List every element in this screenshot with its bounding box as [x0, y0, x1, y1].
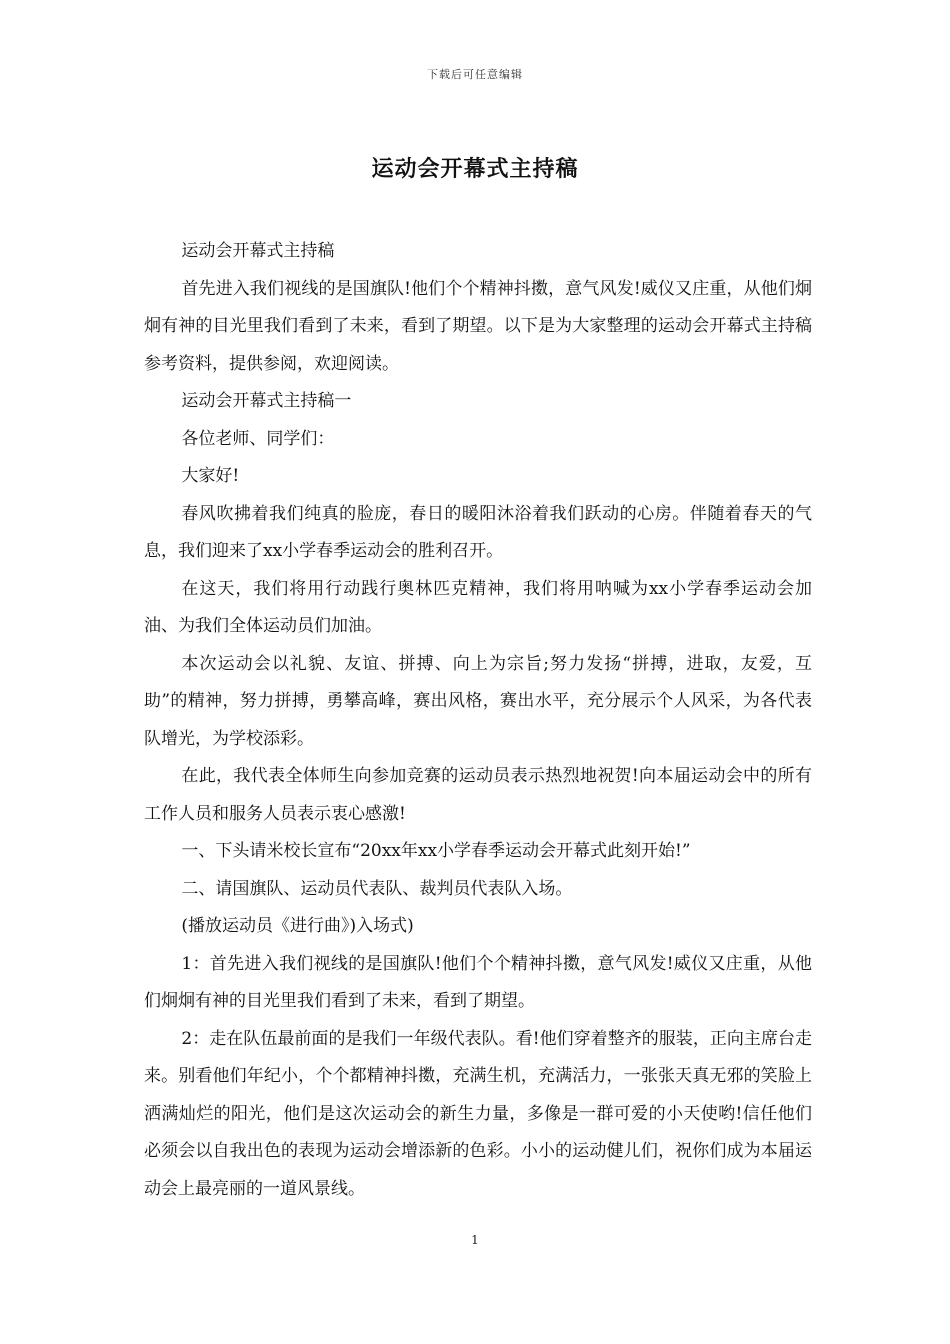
paragraph: 各位老师、同学们：: [181, 428, 335, 449]
paragraph: 二、请国旗队、运动员代表队、裁判员代表队入场。: [181, 878, 573, 899]
header-note: 下载后可任意编辑: [427, 68, 523, 81]
paragraph: 在这天，我们将用行动践行奥林匹克精神，我们将用呐喊为xx小学春季运动会加油、为我们全体运动员们加油。: [144, 578, 812, 636]
paragraph: (播放运动员《进行曲》)入场式): [181, 916, 414, 936]
paragraph: 本次运动会以礼貌、友谊、拼搏、向上为宗旨;努力发扬“拼搏，进取，友爱，互助”的精神，努力拼搏，勇攀高峰，赛出风格，赛出水平，充分展示个人风采，为各代表队增光，为学校添彩。: [144, 653, 812, 749]
paragraph: 1：首先进入我们视线的是国旗队!他们个个精神抖擞，意气风发!威仪又庄重，从他们炯炯有神的目光里我们看到了未来，看到了期望。: [144, 953, 812, 1011]
paragraph: 2：走在队伍最前面的是我们一年级代表队。看!他们穿着整齐的服装，正向主席台走来。别看他们年纪小，个个都精神抖擞，充满生机，充满活力，一张张天真无邪的笑脸上洒满灿烂的阳光，他们是这次运动会的新生力量，多像是一群可爱的小天使哟!信任他们必须会以自我出色的表现为运动会增添新的色彩。小小的运动健儿们，祝你们成为本届运动会上最亮丽的一道风景线。: [144, 1028, 812, 1199]
paragraph: 春风吹拂着我们纯真的脸庞，春日的暖阳沐浴着我们跃动的心房。伴随着春天的气息，我们迎来了xx小学春季运动会的胜利召开。: [144, 503, 812, 561]
document-body: [144, 233, 812, 1208]
paragraph: 一、下头请米校长宣布“20xx年xx小学春季运动会开幕式此刻开始!”: [181, 841, 691, 861]
paragraph: 大家好!: [181, 466, 240, 486]
document-title: 运动会开幕式主持稿: [371, 156, 579, 182]
page-number: 1: [471, 1233, 479, 1247]
paragraph: 运动会开幕式主持稿: [181, 241, 335, 261]
paragraph: 运动会开幕式主持稿一: [181, 391, 352, 411]
paragraph: 在此，我代表全体师生向参加竞赛的运动员表示热烈地祝贺!向本届运动会中的所有工作人员和服务人员表示衷心感激!: [144, 766, 812, 824]
paragraph: 首先进入我们视线的是国旗队!他们个个精神抖擞，意气风发!威仪又庄重，从他们炯炯有神的目光里我们看到了未来，看到了期望。以下是为大家整理的运动会开幕式主持稿参考资料，提供参阅，欢迎阅读。: [144, 278, 812, 374]
